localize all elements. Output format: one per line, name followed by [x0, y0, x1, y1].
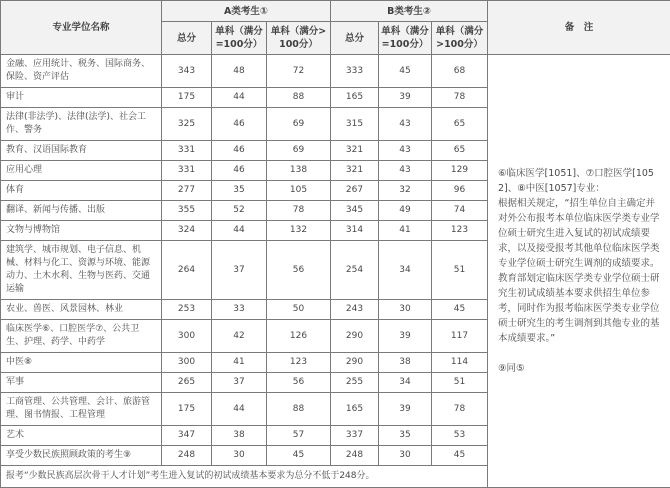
b-single-eq100-cell: 32 — [379, 181, 432, 201]
a-total-cell: 300 — [162, 320, 212, 353]
degree-name-cell: 中医⑧ — [1, 353, 162, 373]
b-total-cell: 290 — [331, 320, 379, 353]
b-single-gt100-cell: 78 — [432, 88, 488, 108]
a-single-eq100-cell: 33 — [212, 300, 267, 320]
header-b-single-gt100: 单科（满分>100分） — [432, 22, 488, 55]
a-single-eq100-cell: 46 — [212, 161, 267, 181]
degree-name-cell: 教育、汉语国际教育 — [1, 141, 162, 161]
header-group-b: B类考生② — [331, 1, 488, 22]
b-single-eq100-cell: 45 — [379, 55, 432, 88]
b-total-cell: 337 — [331, 426, 379, 446]
remark-cell — [488, 55, 670, 488]
header-a-total: 总分 — [162, 22, 212, 55]
b-single-gt100-cell: 51 — [432, 373, 488, 393]
a-total-cell: 343 — [162, 55, 212, 88]
a-single-gt100-cell: 78 — [267, 201, 331, 221]
degree-name-cell: 审计 — [1, 88, 162, 108]
header-b-total: 总分 — [331, 22, 379, 55]
b-total-cell: 267 — [331, 181, 379, 201]
b-single-eq100-cell: 35 — [379, 426, 432, 446]
degree-name-cell: 艺术 — [1, 426, 162, 446]
b-single-eq100-cell: 34 — [379, 373, 432, 393]
b-single-eq100-cell: 39 — [379, 320, 432, 353]
b-single-gt100-cell: 129 — [432, 161, 488, 181]
footnote-cell: 报考“少数民族高层次骨干人才计划”考生进入复试的初试成绩基本要求为总分不低于248分。 — [1, 466, 488, 488]
header-a-single-eq100: 单科（满分=100分） — [212, 22, 267, 55]
a-single-gt100-cell: 69 — [267, 108, 331, 141]
b-single-eq100-cell: 34 — [379, 241, 432, 300]
b-single-gt100-cell: 45 — [432, 446, 488, 466]
degree-name-cell: 体育 — [1, 181, 162, 201]
b-total-cell: 165 — [331, 88, 379, 108]
b-single-gt100-cell: 117 — [432, 320, 488, 353]
a-single-gt100-cell: 69 — [267, 141, 331, 161]
table-body — [1, 55, 670, 488]
a-single-gt100-cell: 56 — [267, 241, 331, 300]
a-single-eq100-cell: 44 — [212, 393, 267, 426]
b-single-eq100-cell: 30 — [379, 446, 432, 466]
a-total-cell: 264 — [162, 241, 212, 300]
header-a-single-gt100: 单科（满分>100分） — [267, 22, 331, 55]
b-total-cell: 345 — [331, 201, 379, 221]
b-single-eq100-cell: 49 — [379, 201, 432, 221]
b-single-eq100-cell: 39 — [379, 88, 432, 108]
degree-name-cell: 农业、兽医、风景园林、林业 — [1, 300, 162, 320]
b-single-gt100-cell: 65 — [432, 141, 488, 161]
remark-paragraph-p2: 根据相关规定，“招生单位自主确定并对外公布报考本单位临床医学类专业学位硕士研究生进入复试的初试成绩要求，以及接受报考其他单位临床医学类专业学位硕士研究生调剂的成绩要求。教育部划定临床医学类专业学位硕士研究生初试成绩基本要求供招生单位参考，同时作为报考临床医学类专业学位硕士研究生的考生调剂到其他专业的基本成绩要求。” — [498, 196, 660, 346]
header-group-a: A类考生① — [162, 1, 331, 22]
a-total-cell: 253 — [162, 300, 212, 320]
a-single-eq100-cell: 35 — [212, 181, 267, 201]
a-total-cell: 347 — [162, 426, 212, 446]
a-total-cell: 300 — [162, 353, 212, 373]
b-single-gt100-cell: 96 — [432, 181, 488, 201]
b-total-cell: 254 — [331, 241, 379, 300]
a-single-eq100-cell: 44 — [212, 221, 267, 241]
b-total-cell: 321 — [331, 161, 379, 181]
a-single-gt100-cell: 126 — [267, 320, 331, 353]
a-single-gt100-cell: 105 — [267, 181, 331, 201]
a-single-eq100-cell: 41 — [212, 353, 267, 373]
a-single-eq100-cell: 48 — [212, 55, 267, 88]
b-total-cell: 243 — [331, 300, 379, 320]
b-single-gt100-cell: 53 — [432, 426, 488, 446]
a-single-gt100-cell: 123 — [267, 353, 331, 373]
degree-name-cell: 文物与博物馆 — [1, 221, 162, 241]
b-single-gt100-cell: 78 — [432, 393, 488, 426]
b-single-gt100-cell: 123 — [432, 221, 488, 241]
b-total-cell: 255 — [331, 373, 379, 393]
a-single-eq100-cell: 38 — [212, 426, 267, 446]
b-single-gt100-cell: 45 — [432, 300, 488, 320]
a-single-gt100-cell: 138 — [267, 161, 331, 181]
b-single-gt100-cell: 114 — [432, 353, 488, 373]
a-single-eq100-cell: 37 — [212, 241, 267, 300]
a-total-cell: 355 — [162, 201, 212, 221]
b-total-cell: 165 — [331, 393, 379, 426]
a-single-eq100-cell: 37 — [212, 373, 267, 393]
b-single-eq100-cell: 30 — [379, 300, 432, 320]
table-row — [1, 55, 670, 88]
a-total-cell: 277 — [162, 181, 212, 201]
a-single-gt100-cell: 50 — [267, 300, 331, 320]
b-single-eq100-cell: 43 — [379, 161, 432, 181]
a-single-gt100-cell: 45 — [267, 446, 331, 466]
a-single-gt100-cell: 56 — [267, 373, 331, 393]
a-single-gt100-cell: 132 — [267, 221, 331, 241]
b-total-cell: 333 — [331, 55, 379, 88]
b-total-cell: 290 — [331, 353, 379, 373]
a-single-eq100-cell: 46 — [212, 108, 267, 141]
degree-name-cell: 享受少数民族照顾政策的考生⑨ — [1, 446, 162, 466]
degree-name-cell: 金融、应用统计、税务、国际商务、保险、资产评估 — [1, 55, 162, 88]
b-single-gt100-cell: 74 — [432, 201, 488, 221]
degree-name-cell: 法律(非法学)、法律(法学)、社会工作、警务 — [1, 108, 162, 141]
table-header — [1, 1, 670, 55]
b-single-eq100-cell: 43 — [379, 141, 432, 161]
b-single-gt100-cell: 65 — [432, 108, 488, 141]
a-total-cell: 175 — [162, 88, 212, 108]
degree-name-cell: 工商管理、公共管理、会计、旅游管理、图书情报、工程管理 — [1, 393, 162, 426]
a-total-cell: 331 — [162, 161, 212, 181]
header-remark: 备 注 — [488, 1, 670, 55]
a-single-eq100-cell: 30 — [212, 446, 267, 466]
b-single-eq100-cell: 39 — [379, 393, 432, 426]
header-degree-name: 专业学位名称 — [1, 1, 162, 55]
remark-paragraph-p1: ⑥临床医学[1051]、⑦口腔医学[1052]、⑧中医[1057]专业： — [498, 166, 660, 196]
a-total-cell: 265 — [162, 373, 212, 393]
a-single-gt100-cell: 72 — [267, 55, 331, 88]
a-single-eq100-cell: 46 — [212, 141, 267, 161]
header-group-row — [1, 1, 670, 22]
b-single-gt100-cell: 68 — [432, 55, 488, 88]
a-total-cell: 175 — [162, 393, 212, 426]
header-b-single-eq100: 单科（满分=100分） — [379, 22, 432, 55]
b-total-cell: 314 — [331, 221, 379, 241]
degree-name-cell: 建筑学、城市规划、电子信息、机械、材料与化工、资源与环境、能源动力、土木水利、生物与医药、交通运输 — [1, 241, 162, 300]
b-total-cell: 321 — [331, 141, 379, 161]
b-total-cell: 315 — [331, 108, 379, 141]
a-total-cell: 324 — [162, 221, 212, 241]
a-single-gt100-cell: 88 — [267, 88, 331, 108]
b-total-cell: 248 — [331, 446, 379, 466]
a-single-gt100-cell: 57 — [267, 426, 331, 446]
a-total-cell: 248 — [162, 446, 212, 466]
a-single-gt100-cell: 88 — [267, 393, 331, 426]
a-single-eq100-cell: 52 — [212, 201, 267, 221]
degree-name-cell: 临床医学⑥、口腔医学⑦、公共卫生、护理、药学、中药学 — [1, 320, 162, 353]
a-single-eq100-cell: 44 — [212, 88, 267, 108]
b-single-gt100-cell: 51 — [432, 241, 488, 300]
remark-paragraph-p3: ⑨同⑤ — [498, 361, 660, 376]
a-total-cell: 331 — [162, 141, 212, 161]
b-single-eq100-cell: 38 — [379, 353, 432, 373]
b-single-eq100-cell: 43 — [379, 108, 432, 141]
a-total-cell: 325 — [162, 108, 212, 141]
a-single-eq100-cell: 42 — [212, 320, 267, 353]
degree-name-cell: 应用心理 — [1, 161, 162, 181]
degree-name-cell: 军事 — [1, 373, 162, 393]
b-single-eq100-cell: 41 — [379, 221, 432, 241]
degree-name-cell: 翻译、新闻与传播、出版 — [1, 201, 162, 221]
